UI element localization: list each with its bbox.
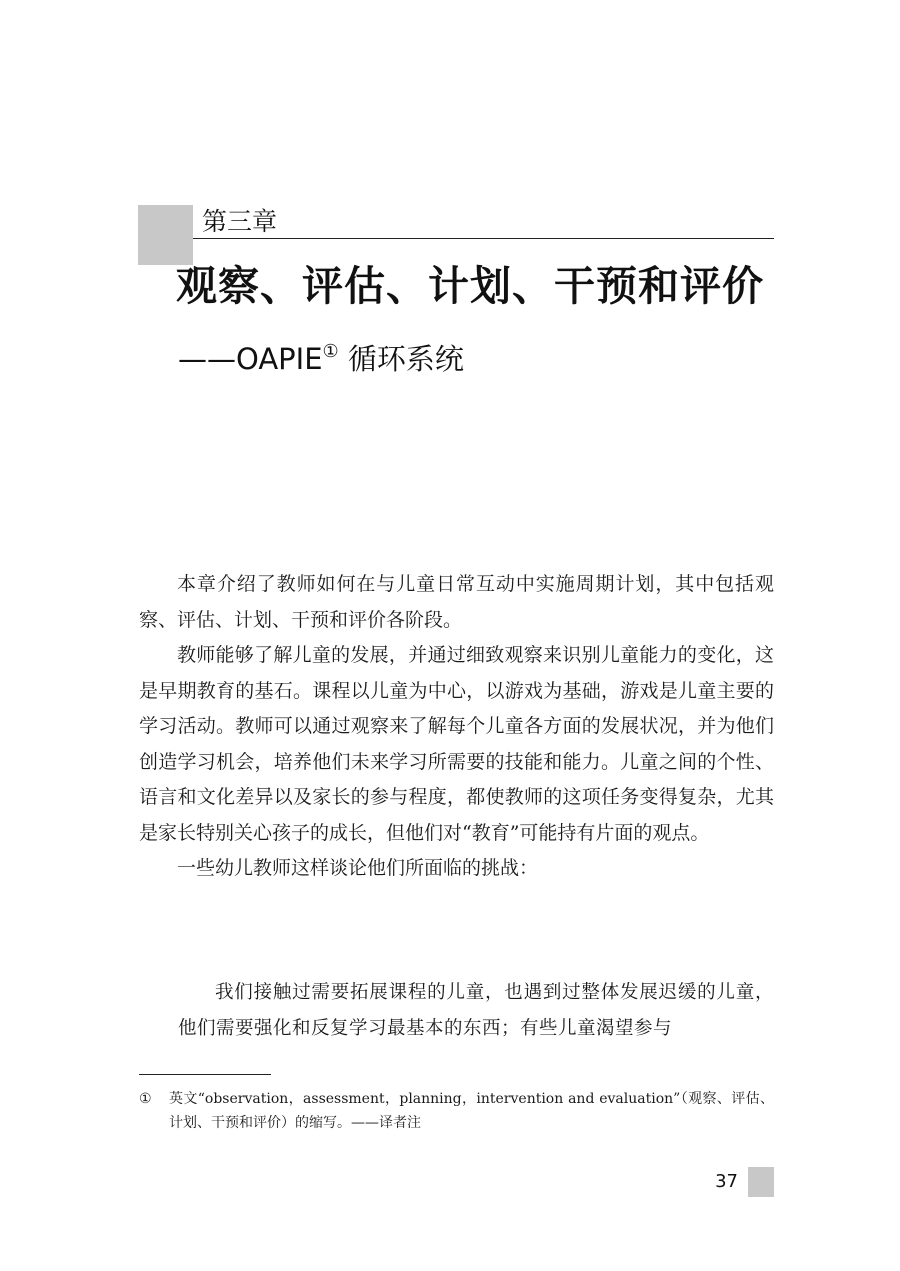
block-quote <box>178 975 774 1046</box>
chapter-title: 观察、评估、计划、干预和评价 <box>176 262 764 310</box>
page-number-decor-block <box>748 1167 774 1197</box>
paragraph: 本章介绍了教师如何在与儿童日常互动中实施周期计划，其中包括观察、评估、计划、干预和评价各阶段。 <box>139 573 774 631</box>
page-number: 37 <box>715 1171 738 1192</box>
paragraph: 一些幼儿教师这样谈论他们所面临的挑战： <box>177 857 539 879</box>
footnote-rule <box>139 1074 271 1075</box>
subtitle-tail: 循环系统 <box>338 342 464 376</box>
footnote-mark: ① <box>139 1091 152 1107</box>
chapter-subtitle <box>178 330 464 381</box>
footnote <box>139 1087 774 1135</box>
paragraph: 教师能够了解儿童的发展，并通过细致观察来识别儿童能力的变化，这是早期教育的基石。课程以儿童为中心，以游戏为基础，游戏是儿童主要的学习活动。教师可以通过观察来了解每个儿童各方面的发展状况，并为他们创造学习机会，培养他们未来学习所需要的技能和能力。儿童之间的个性、语言和文化差异以及家长的参与程度，都使教师的这项任务变得复杂，尤其是家长特别关心孩子的成长，但他们对“教育”可能持有片面的观点。 <box>139 644 774 844</box>
body-text <box>139 567 774 887</box>
quote-paragraph: 我们接触过需要拓展课程的儿童，也遇到过整体发展迟缓的儿童，他们需要强化和反复学习最基本的东西；有些儿童渴望参与 <box>178 982 774 1039</box>
footnote-text: 英文“observation，assessment，planning，intervention and evaluation”（观察、评估、计划、干预和评价）的缩写。——译者注 <box>169 1091 774 1131</box>
chapter-decor-block <box>138 205 193 265</box>
chapter-rule <box>193 238 774 239</box>
chapter-label: 第三章 <box>202 207 278 236</box>
footnote-ref[interactable]: ① <box>322 341 339 362</box>
subtitle-text: ——OAPIE <box>178 342 323 376</box>
